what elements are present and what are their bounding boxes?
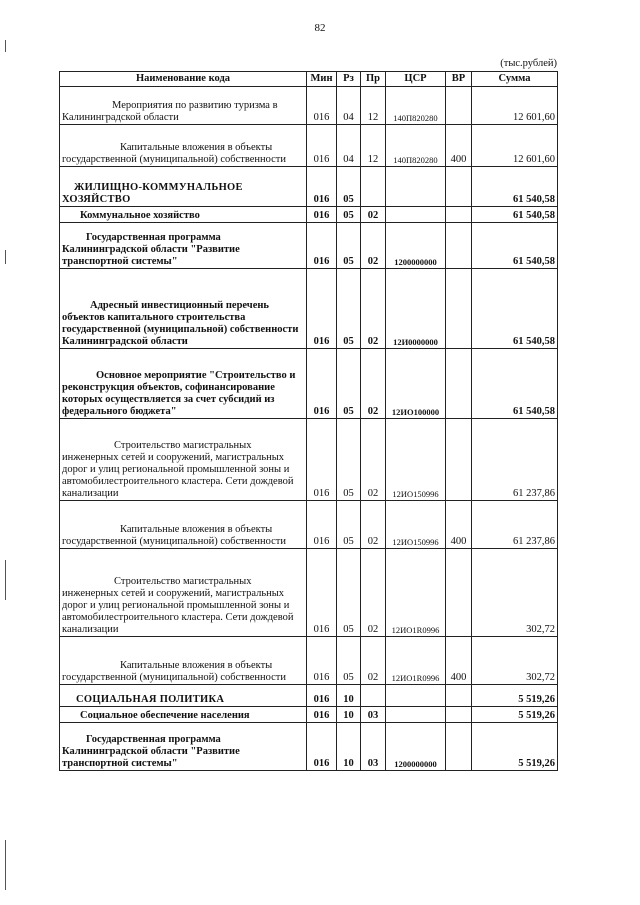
row-rz: 05 (337, 269, 361, 349)
row-name: Строительство магистральных инженерных сетей и сооружений, магистральных дорог и улиц региональной промышленной зоны и автомобилестроительного кластера. Сети дождевой канализации (60, 549, 307, 637)
row-sum: 5 519,26 (472, 685, 558, 707)
row-pr: 03 (361, 707, 386, 723)
row-pr: 02 (361, 637, 386, 685)
row-pr: 02 (361, 349, 386, 419)
row-vr (446, 349, 472, 419)
table-row (60, 549, 558, 637)
row-sum: 12 601,60 (472, 125, 558, 167)
margin-mark (5, 840, 6, 890)
row-name: Социальное обеспечение населения (60, 707, 307, 723)
row-csr: 12ИО1R0996 (386, 549, 446, 637)
row-sum: 61 540,58 (472, 349, 558, 419)
row-sum: 61 237,86 (472, 419, 558, 501)
row-pr: 02 (361, 223, 386, 269)
table-row (60, 269, 558, 349)
row-vr (446, 549, 472, 637)
row-pr (361, 167, 386, 207)
row-sum: 61 540,58 (472, 167, 558, 207)
row-min: 016 (307, 549, 337, 637)
row-csr (386, 685, 446, 707)
row-vr (446, 223, 472, 269)
header-pr: Пр (361, 72, 386, 87)
row-csr: 12ИО150996 (386, 419, 446, 501)
row-name: ЖИЛИЩНО-КОММУНАЛЬНОЕ ХОЗЯЙСТВО (60, 167, 307, 207)
row-min: 016 (307, 349, 337, 419)
row-min: 016 (307, 167, 337, 207)
row-name: Адресный инвестиционный перечень объектов капитального строительства государственной (муниципальной) собственности Калининградской области (60, 269, 307, 349)
row-pr: 12 (361, 87, 386, 125)
row-vr (446, 419, 472, 501)
row-csr: 140П820280 (386, 125, 446, 167)
row-sum: 5 519,26 (472, 707, 558, 723)
row-csr: 12ИО100000 (386, 349, 446, 419)
row-name: Государственная программа Калининградской области "Развитие транспортной системы" (60, 723, 307, 771)
row-name: Коммунальное хозяйство (60, 207, 307, 223)
margin-mark (5, 40, 6, 52)
table-row (60, 723, 558, 771)
row-pr: 02 (361, 419, 386, 501)
row-name: Строительство магистральных инженерных сетей и сооружений, магистральных дорог и улиц региональной промышленной зоны и автомобилестроительного кластера. Сети дождевой канализации (60, 419, 307, 501)
row-vr: 400 (446, 501, 472, 549)
table-row (60, 419, 558, 501)
row-csr: 12ИО150996 (386, 501, 446, 549)
row-pr: 03 (361, 723, 386, 771)
row-sum: 12 601,60 (472, 87, 558, 125)
row-csr (386, 707, 446, 723)
header-name: Наименование кода (60, 72, 307, 87)
row-name: Капитальные вложения в объекты государственной (муниципальной) собственности (60, 501, 307, 549)
header-csr: ЦСР (386, 72, 446, 87)
table-row (60, 223, 558, 269)
row-vr (446, 167, 472, 207)
row-rz: 10 (337, 685, 361, 707)
row-csr: 1200000000 (386, 223, 446, 269)
row-csr: 12И0000000 (386, 269, 446, 349)
row-min: 016 (307, 419, 337, 501)
row-sum: 61 540,58 (472, 269, 558, 349)
row-csr: 1200000000 (386, 723, 446, 771)
row-vr (446, 269, 472, 349)
header-rz: Рз (337, 72, 361, 87)
row-min: 016 (307, 637, 337, 685)
row-sum: 302,72 (472, 637, 558, 685)
row-pr: 02 (361, 501, 386, 549)
table-row (60, 707, 558, 723)
row-pr: 02 (361, 549, 386, 637)
row-name: Мероприятия по развитию туризма в Калининградской области (60, 87, 307, 125)
header-vr: ВР (446, 72, 472, 87)
row-rz: 10 (337, 723, 361, 771)
table-row (60, 349, 558, 419)
row-rz: 05 (337, 501, 361, 549)
row-csr: 12ИО1R0996 (386, 637, 446, 685)
row-vr: 400 (446, 125, 472, 167)
row-csr (386, 207, 446, 223)
row-rz: 05 (337, 223, 361, 269)
budget-table (59, 71, 558, 771)
row-rz: 05 (337, 549, 361, 637)
row-min: 016 (307, 223, 337, 269)
row-rz: 04 (337, 125, 361, 167)
row-name: Основное мероприятие "Строительство и реконструкция объектов, софинансирование которых осуществляется за счет субсидий из федерального бюджета" (60, 349, 307, 419)
row-vr: 400 (446, 637, 472, 685)
row-min: 016 (307, 207, 337, 223)
row-csr: 140П820280 (386, 87, 446, 125)
row-min: 016 (307, 707, 337, 723)
row-sum: 61 237,86 (472, 501, 558, 549)
table-row (60, 637, 558, 685)
row-rz: 05 (337, 207, 361, 223)
row-name: Капитальные вложения в объекты государственной (муниципальной) собственности (60, 125, 307, 167)
row-min: 016 (307, 269, 337, 349)
row-vr (446, 707, 472, 723)
table-header-row (60, 72, 558, 87)
row-csr (386, 167, 446, 207)
row-min: 016 (307, 87, 337, 125)
row-sum: 61 540,58 (472, 207, 558, 223)
table-row (60, 207, 558, 223)
margin-mark (5, 560, 6, 600)
row-rz: 05 (337, 419, 361, 501)
header-min: Мин (307, 72, 337, 87)
table-row (60, 685, 558, 707)
table-row (60, 167, 558, 207)
row-vr (446, 87, 472, 125)
margin-mark (5, 250, 6, 264)
row-sum: 5 519,26 (472, 723, 558, 771)
page-number: 82 (314, 22, 326, 34)
row-min: 016 (307, 125, 337, 167)
row-pr (361, 685, 386, 707)
table-row (60, 125, 558, 167)
row-pr: 02 (361, 269, 386, 349)
row-rz: 10 (337, 707, 361, 723)
row-min: 016 (307, 723, 337, 771)
table-row (60, 87, 558, 125)
row-name: Государственная программа Калининградской области "Развитие транспортной системы" (60, 223, 307, 269)
row-vr (446, 723, 472, 771)
row-vr (446, 685, 472, 707)
row-rz: 05 (337, 167, 361, 207)
row-rz: 04 (337, 87, 361, 125)
row-min: 016 (307, 501, 337, 549)
header-sum: Сумма (472, 72, 558, 87)
row-rz: 05 (337, 349, 361, 419)
row-rz: 05 (337, 637, 361, 685)
row-vr (446, 207, 472, 223)
row-name: СОЦИАЛЬНАЯ ПОЛИТИКА (60, 685, 307, 707)
table-row (60, 501, 558, 549)
row-name: Капитальные вложения в объекты государственной (муниципальной) собственности (60, 637, 307, 685)
row-pr: 12 (361, 125, 386, 167)
units-label: (тыс.рублей) (500, 58, 557, 69)
row-sum: 302,72 (472, 549, 558, 637)
row-min: 016 (307, 685, 337, 707)
row-pr: 02 (361, 207, 386, 223)
row-sum: 61 540,58 (472, 223, 558, 269)
